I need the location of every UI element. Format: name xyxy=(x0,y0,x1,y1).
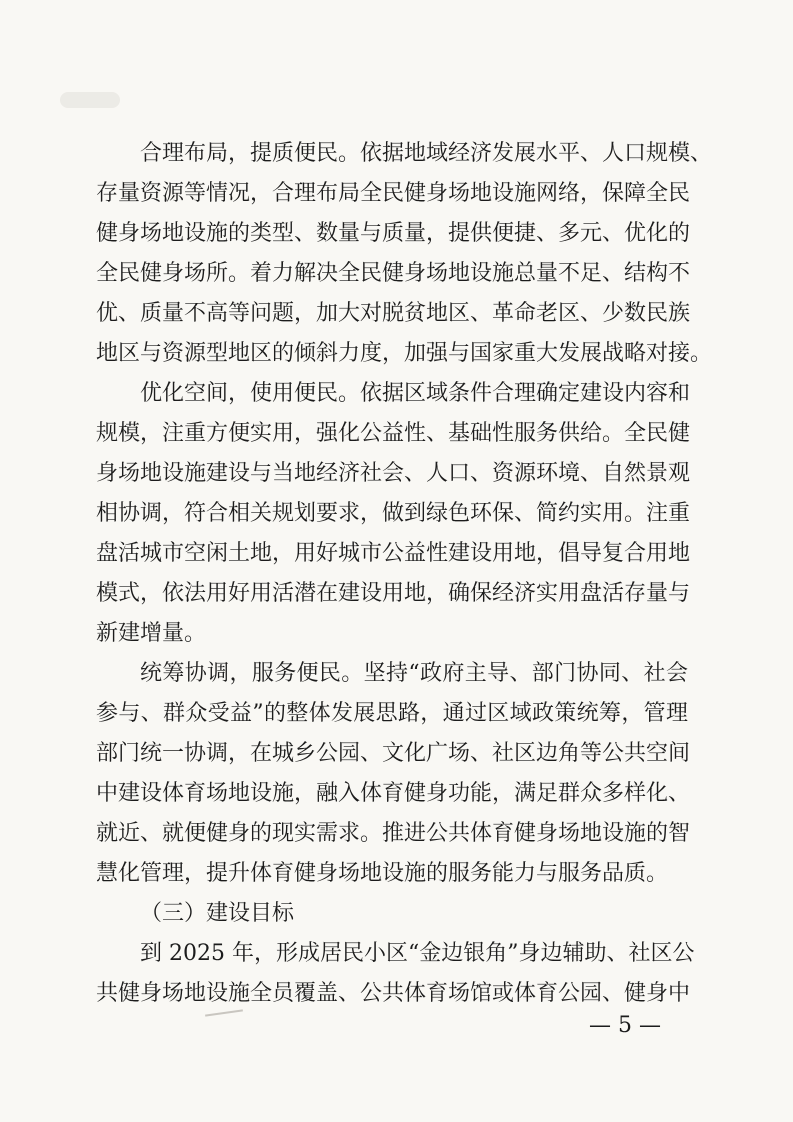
text-line: 参与、群众受益”的整体发展思路，通过区域政策统筹，管理 xyxy=(96,701,688,726)
text-line: 中建设体育场地设施，融入体育健身功能，满足群众多样化、 xyxy=(96,781,691,806)
text-line: 优化空间，使用便民。依据区域条件合理确定建设内容和 xyxy=(140,381,691,406)
heading-text: （三）建设目标 xyxy=(140,901,295,926)
text-line: 优、质量不高等问题，加大对脱贫地区、革命老区、少数民族 xyxy=(96,301,691,326)
text-line: 盘活城市空闲土地，用好城市公益性建设用地，倡导复合用地 xyxy=(96,541,691,566)
text-line: 共健身场地设施全员覆盖、公共体育场馆或体育公园、健身中 xyxy=(96,981,691,1006)
text-line: 统筹协调，服务便民。坚持“政府主导、部门协同、社会 xyxy=(140,661,688,686)
paragraph-goals xyxy=(96,934,695,1014)
text-line: 相协调，符合相关规划要求，做到绿色环保、简约实用。注重 xyxy=(96,501,691,526)
text-line: 就近、就便健身的现实需求。推进公共体育健身场地设施的智 xyxy=(96,821,691,846)
text-line: 存量资源等情况，合理布局全民健身场地设施网络，保障全民 xyxy=(96,181,691,206)
paragraph-layout-planning xyxy=(96,134,713,374)
text-line: 慧化管理，提升体育健身场地设施的服务能力与服务品质。 xyxy=(96,861,669,886)
text-line: 健身场地设施的类型、数量与质量，提供便捷、多元、优化的 xyxy=(96,221,691,246)
paragraph-coordination xyxy=(96,654,691,894)
text-line: 合理布局，提质便民。依据地域经济发展水平、人口规模、 xyxy=(140,141,713,166)
text-line: 新建增量。 xyxy=(96,621,207,646)
paragraph-space-optimization xyxy=(96,374,691,654)
text-line: 地区与资源型地区的倾斜力度，加强与国家重大发展战略对接。 xyxy=(96,341,713,366)
document-body xyxy=(96,134,713,1014)
page-number: — 5 — xyxy=(589,1013,661,1038)
text-line: 规模，注重方便实用，强化公益性、基础性服务供给。全民健 xyxy=(96,421,691,446)
text-line: 到 2025 年，形成居民小区“金边银角”身边辅助、社区公 xyxy=(140,941,695,966)
section-heading xyxy=(96,894,688,934)
text-line: 部门统一协调，在城乡公园、文化广场、社区边角等公共空间 xyxy=(96,741,691,766)
text-line: 模式，依法用好用活潜在建设用地，确保经济实用盘活存量与 xyxy=(96,581,691,606)
text-line: 身场地设施建设与当地经济社会、人口、资源环境、自然景观 xyxy=(96,461,691,486)
text-line: 全民健身场所。着力解决全民健身场地设施总量不足、结构不 xyxy=(96,261,691,286)
scan-smudge xyxy=(60,92,120,108)
